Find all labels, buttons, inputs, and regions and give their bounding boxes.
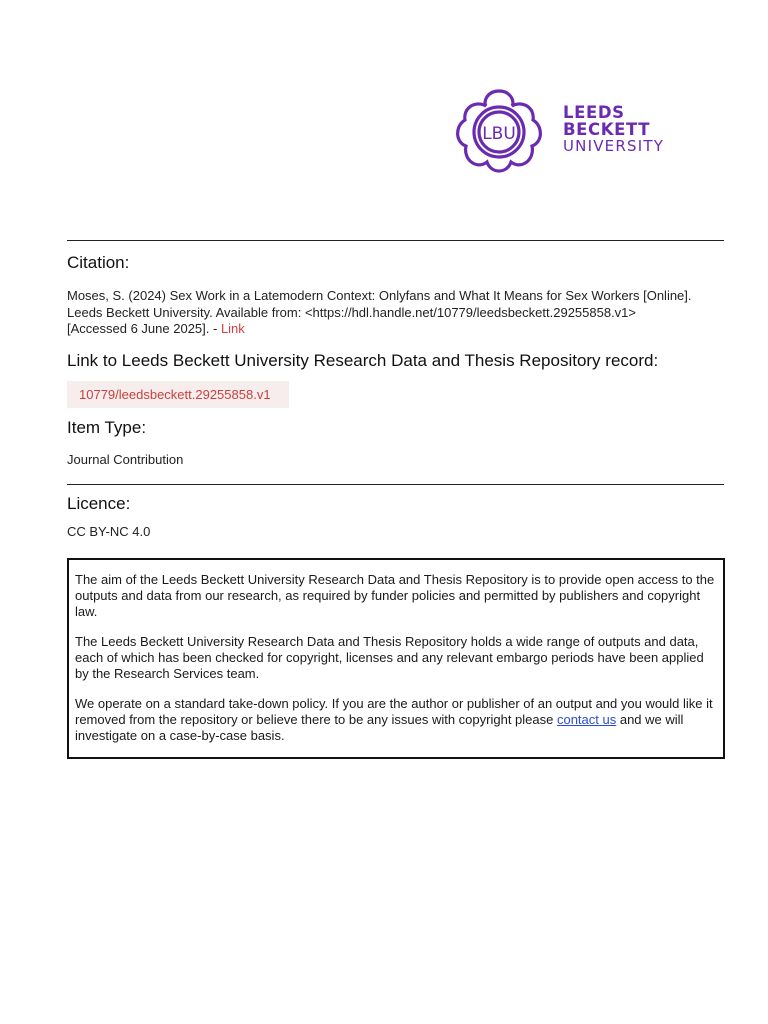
notice-p3-before: We operate on a standard take-down policy. If you are the author or publisher of an output and you would like it removed from the repository or believe there to be any issues with copyright please — [75, 696, 713, 727]
item-type-value: Journal Contribution — [67, 452, 184, 467]
repository-handle[interactable]: 10779/leedsbeckett.29255858.v1 — [79, 387, 271, 402]
logo-line-2: BECKETT — [563, 120, 651, 139]
notice-paragraph-3 — [75, 696, 717, 744]
citation-accessed: [Accessed 6 June 2025]. - — [67, 321, 221, 336]
citation-heading: Citation: — [67, 253, 130, 272]
notice-paragraph-2: The Leeds Beckett University Research Data and Thesis Repository holds a wide range of outputs and data, each of which has been checked for copyright, licenses and any relevant embargo periods have been applied by the Research Services team. — [75, 634, 704, 681]
citation-link[interactable]: Link — [220, 321, 245, 336]
repository-heading: Link to Leeds Beckett University Research Data and Thesis Repository record: — [67, 351, 659, 370]
logo-line-3: UNIVERSITY — [563, 137, 665, 155]
university-logo — [453, 88, 673, 176]
citation-line-2: Leeds Beckett University. Available from: <https://hdl.handle.net/10779/leedsbeckett.29255858.v1> — [67, 304, 637, 320]
logo-line-1: LEEDS — [563, 103, 625, 122]
licence-heading: Licence: — [67, 494, 131, 513]
citation-line-3 — [67, 321, 692, 338]
contact-us-link[interactable]: contact us — [556, 712, 617, 727]
licence-value: CC BY-NC 4.0 — [67, 524, 151, 539]
item-type-heading: Item Type: — [67, 418, 147, 437]
rose-logo-icon — [453, 88, 545, 176]
notice-p3-after: and we will investigate on a case-by-case basis. — [75, 712, 684, 743]
licence-divider — [67, 484, 724, 485]
citation-line-1: Moses, S. (2024) Sex Work in a Latemodern Context: Onlyfans and What It Means for Sex Workers [Online]. — [67, 288, 692, 303]
citation-text — [67, 288, 692, 338]
notice-paragraph-1: The aim of the Leeds Beckett University Research Data and Thesis Repository is to provide open access to the outputs and data from our research, as required by funder policies and permitted by publishers and copyright law. — [75, 572, 715, 619]
logo-monogram: LBU — [482, 124, 516, 144]
top-divider — [67, 240, 724, 241]
repository-notice — [67, 558, 725, 759]
repository-handle-link[interactable] — [67, 381, 289, 408]
logo-wordmark — [563, 104, 664, 155]
